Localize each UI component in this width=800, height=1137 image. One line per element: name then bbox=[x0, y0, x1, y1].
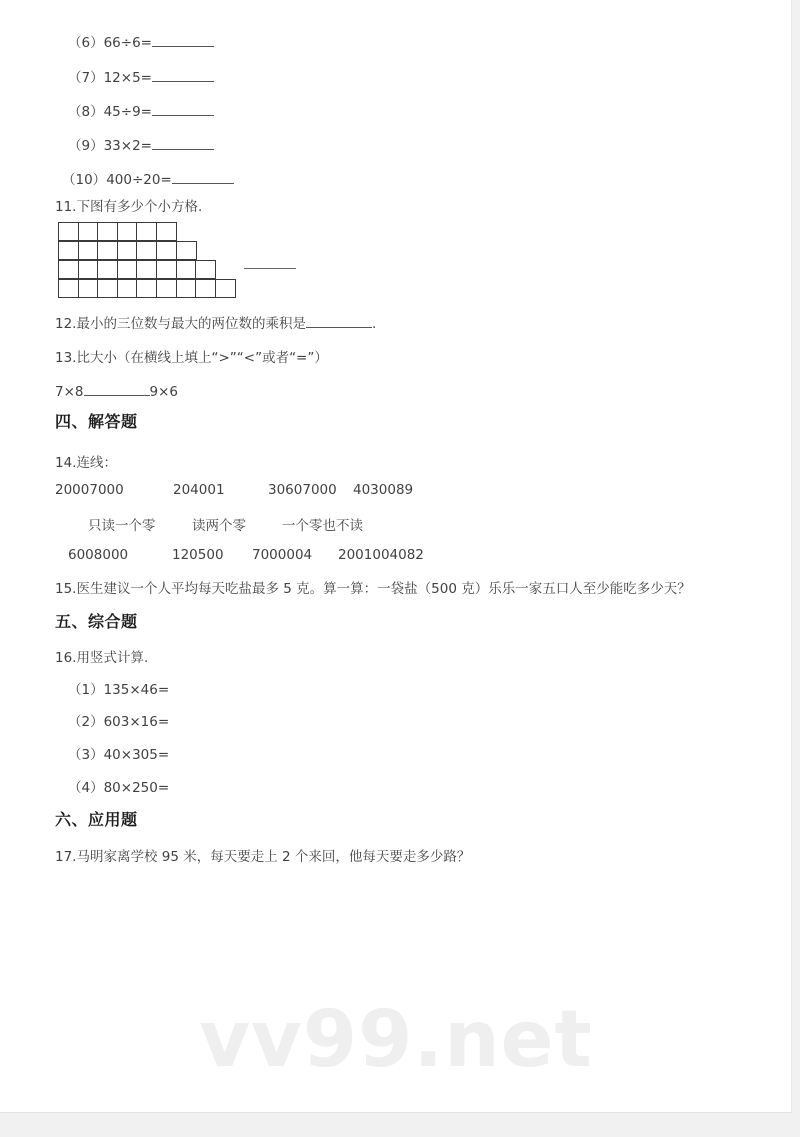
question-item-9 bbox=[68, 138, 214, 154]
question-item-7 bbox=[68, 70, 214, 86]
question-16-text: 16.用竖式计算. bbox=[55, 650, 149, 666]
q14-row3-item-3[interactable]: 7000004 bbox=[252, 547, 313, 563]
grid-cell bbox=[58, 241, 79, 260]
answer-blank-9[interactable] bbox=[152, 149, 214, 150]
question-13-text: 13.比大小（在横线上填上“>”“<”或者“=”） bbox=[55, 350, 328, 366]
item-expr-10: 400÷20= bbox=[106, 172, 172, 188]
q16-item-1-label: （1） bbox=[68, 682, 104, 698]
grid-cell bbox=[97, 241, 118, 260]
grid-figure bbox=[58, 222, 234, 298]
question-16-item-4 bbox=[68, 780, 169, 796]
q14-row1-item-4[interactable]: 4030089 bbox=[353, 482, 414, 498]
answer-blank-7[interactable] bbox=[152, 81, 214, 82]
question-16-item-2 bbox=[68, 714, 169, 730]
question-item-6 bbox=[68, 35, 214, 51]
watermark: vv99.net bbox=[199, 995, 593, 1085]
compare-left-expr: 7×8 bbox=[55, 384, 84, 400]
grid-cell bbox=[215, 279, 236, 298]
grid-cell bbox=[156, 279, 177, 298]
grid-cell bbox=[195, 260, 216, 279]
grid-row bbox=[58, 222, 234, 241]
grid-cell bbox=[97, 222, 118, 241]
grid-cell bbox=[136, 222, 157, 241]
item-label-7: （7） bbox=[68, 70, 104, 86]
q16-item-4-label: （4） bbox=[68, 780, 104, 796]
grid-cell bbox=[117, 222, 138, 241]
question-12 bbox=[55, 316, 376, 332]
compare-right-expr: 9×6 bbox=[149, 384, 178, 400]
answer-blank-6[interactable] bbox=[152, 46, 214, 47]
item-expr-7: 12×5= bbox=[103, 70, 152, 86]
grid-cell bbox=[97, 260, 118, 279]
grid-cell bbox=[176, 279, 197, 298]
question-14-label-row bbox=[88, 514, 363, 534]
grid-cell bbox=[156, 222, 177, 241]
q16-item-3-expr: 40×305= bbox=[103, 747, 170, 763]
q14-row1-item-1[interactable]: 20007000 bbox=[55, 482, 124, 498]
q14-label-only-one-zero[interactable]: 只读一个零 bbox=[88, 518, 156, 534]
section-heading-5: 五、综合题 bbox=[55, 612, 138, 631]
q14-row1-item-2[interactable]: 204001 bbox=[173, 482, 225, 498]
section-heading-4: 四、解答题 bbox=[55, 412, 138, 431]
item-label-6: （6） bbox=[68, 35, 104, 51]
answer-blank-8[interactable] bbox=[152, 115, 214, 116]
grid-cell bbox=[195, 279, 216, 298]
question-16-item-3 bbox=[68, 747, 169, 763]
q14-label-no-zero[interactable]: 一个零也不读 bbox=[282, 518, 363, 534]
grid-cell bbox=[136, 260, 157, 279]
item-label-9: （9） bbox=[68, 138, 104, 154]
grid-cell bbox=[78, 241, 99, 260]
question-11-answer-blank[interactable] bbox=[244, 268, 296, 269]
question-14-number-row-2 bbox=[68, 547, 424, 563]
grid-cell bbox=[156, 241, 177, 260]
grid-cell bbox=[117, 241, 138, 260]
grid-cell bbox=[136, 241, 157, 260]
q14-row3-item-4[interactable]: 2001004082 bbox=[338, 547, 424, 563]
grid-cell bbox=[136, 279, 157, 298]
question-12-suffix: . bbox=[371, 316, 377, 332]
grid-cell bbox=[97, 279, 118, 298]
question-item-10 bbox=[62, 172, 234, 188]
grid-row bbox=[58, 260, 234, 279]
question-14-number-row-1 bbox=[55, 482, 413, 498]
section-heading-6: 六、应用题 bbox=[55, 810, 138, 829]
question-17-text: 17.马明家离学校 95 米，每天要走上 2 个来回，他每天要走多少路？ bbox=[55, 849, 471, 865]
grid-row bbox=[58, 279, 234, 298]
q16-item-4-expr: 80×250= bbox=[103, 780, 170, 796]
grid-cell bbox=[78, 222, 99, 241]
item-label-10: （10） bbox=[62, 172, 107, 188]
question-14-text: 14.连线： bbox=[55, 455, 117, 471]
item-label-8: （8） bbox=[68, 104, 104, 120]
question-13-compare bbox=[55, 384, 178, 400]
grid-cell bbox=[176, 260, 197, 279]
grid-cell bbox=[117, 260, 138, 279]
question-12-prefix: 12.最小的三位数与最大的两位数的乘积是 bbox=[55, 316, 306, 332]
answer-blank-10[interactable] bbox=[172, 183, 234, 184]
item-expr-6: 66÷6= bbox=[103, 35, 152, 51]
q16-item-2-label: （2） bbox=[68, 714, 104, 730]
item-expr-8: 45÷9= bbox=[103, 104, 152, 120]
grid-cell bbox=[58, 279, 79, 298]
q16-item-2-expr: 603×16= bbox=[103, 714, 170, 730]
grid-cell bbox=[58, 222, 79, 241]
q14-row1-item-3[interactable]: 30607000 bbox=[268, 482, 337, 498]
question-12-answer-blank[interactable] bbox=[306, 327, 372, 328]
grid-cell bbox=[58, 260, 79, 279]
question-item-8 bbox=[68, 104, 214, 120]
item-expr-9: 33×2= bbox=[103, 138, 152, 154]
q14-row3-item-1[interactable]: 6008000 bbox=[68, 547, 129, 563]
grid-cell bbox=[176, 241, 197, 260]
q16-item-1-expr: 135×46= bbox=[103, 682, 170, 698]
grid-row bbox=[58, 241, 234, 260]
question-16-item-1 bbox=[68, 682, 169, 698]
q14-row3-item-2[interactable]: 120500 bbox=[172, 547, 224, 563]
grid-cell bbox=[78, 279, 99, 298]
q14-label-two-zeros[interactable]: 读两个零 bbox=[192, 518, 246, 534]
q16-item-3-label: （3） bbox=[68, 747, 104, 763]
grid-cell bbox=[156, 260, 177, 279]
grid-cell bbox=[117, 279, 138, 298]
grid-cell bbox=[78, 260, 99, 279]
question-13-answer-blank[interactable] bbox=[84, 395, 150, 396]
question-15-text: 15.医生建议一个人平均每天吃盐最多 5 克。算一算：一袋盐（500 克）乐乐一家五口人至少能吃多少天？ bbox=[55, 581, 691, 597]
question-11-text: 11.下图有多少个小方格. bbox=[55, 199, 203, 215]
